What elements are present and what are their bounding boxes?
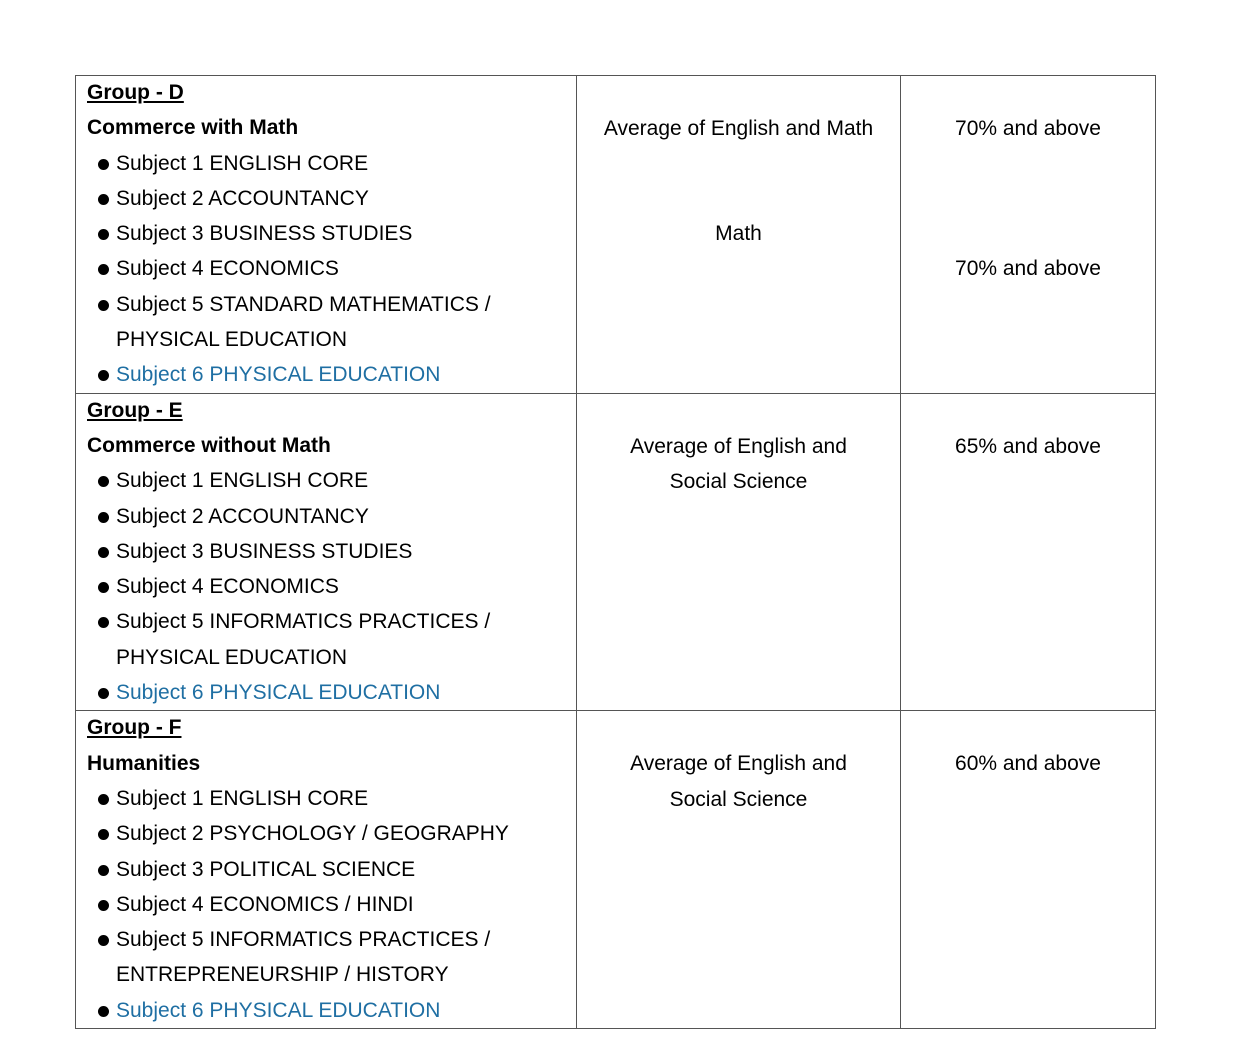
bullet-icon [98, 547, 109, 558]
subject-text-line: Subject 6 PHYSICAL EDUCATION [116, 681, 441, 705]
basis-line: Average of English and [630, 434, 847, 458]
subjects-cell [76, 711, 577, 1029]
subject-item [87, 675, 576, 710]
bullet-icon [98, 582, 109, 593]
bullet-icon [98, 370, 109, 381]
subject-text-line: Subject 2 PSYCHOLOGY / GEOGRAPHY [116, 822, 509, 846]
stream-title: Humanities [87, 751, 201, 775]
subject-item [87, 852, 576, 887]
subject-text-line: Subject 2 ACCOUNTANCY [116, 504, 369, 528]
score-cell [901, 76, 1156, 394]
bullet-icon [98, 300, 109, 311]
bullet-icon [98, 617, 109, 628]
subject-text-line: Subject 6 PHYSICAL EDUCATION [116, 998, 441, 1022]
group-row [76, 76, 1156, 394]
bullet-icon [98, 829, 109, 840]
criterion-score: 60% and above [955, 752, 1101, 776]
basis-line: Average of English and [630, 752, 847, 776]
subject-text-line: Subject 1 ENGLISH CORE [116, 786, 369, 810]
subject-text-line: PHYSICAL EDUCATION [116, 328, 348, 352]
subject-item [87, 499, 576, 534]
subjects-cell [76, 393, 577, 711]
criterion-score: 70% and above [955, 257, 1101, 281]
bullet-icon [98, 935, 109, 946]
score-cell [901, 711, 1156, 1029]
bullet-icon [98, 194, 109, 205]
criterion-basis [577, 746, 900, 817]
criterion-basis [577, 429, 900, 500]
basis-line: Social Science [669, 787, 808, 811]
group-row [76, 711, 1156, 1029]
basis-line: Math [715, 222, 762, 246]
bullet-icon [98, 900, 109, 911]
group-row [76, 393, 1156, 711]
subject-text-line: Subject 1 ENGLISH CORE [116, 151, 369, 175]
subject-item [87, 887, 576, 922]
stream-title: Commerce with Math [87, 116, 299, 140]
group-label: Group - F [87, 716, 182, 740]
subject-text-line: ENTREPRENEURSHIP / HISTORY [116, 963, 449, 987]
subject-text-line: Subject 5 INFORMATICS PRACTICES / [116, 610, 491, 634]
subject-text-line: Subject 3 BUSINESS STUDIES [116, 539, 413, 563]
subject-text-line: Subject 1 ENGLISH CORE [116, 469, 369, 493]
bullet-icon [98, 476, 109, 487]
subject-text-line: Subject 5 INFORMATICS PRACTICES / [116, 928, 491, 952]
subject-text-line: Subject 3 BUSINESS STUDIES [116, 222, 413, 246]
subject-item [87, 993, 576, 1028]
subject-text-line: Subject 3 POLITICAL SCIENCE [116, 857, 416, 881]
subject-item [87, 534, 576, 569]
score-cell [901, 393, 1156, 711]
subject-item [87, 604, 576, 675]
bullet-icon [98, 512, 109, 523]
basis-line: Social Science [669, 469, 808, 493]
subject-item [87, 216, 576, 251]
subject-item [87, 816, 576, 851]
basis-cell [577, 76, 901, 394]
group-label: Group - D [87, 81, 184, 104]
eligibility-table-body [76, 76, 1156, 1029]
eligibility-table [75, 75, 1156, 1029]
criterion-basis [577, 111, 900, 146]
subject-item [87, 181, 576, 216]
criterion-score: 70% and above [955, 117, 1101, 140]
subject-text-line: Subject 2 ACCOUNTANCY [116, 186, 369, 210]
criterion-score: 65% and above [955, 434, 1101, 458]
bullet-icon [98, 688, 109, 699]
basis-cell [577, 711, 901, 1029]
bullet-icon [98, 229, 109, 240]
bullet-icon [98, 794, 109, 805]
subject-text-line: Subject 4 ECONOMICS / HINDI [116, 892, 414, 916]
basis-line: Average of English and Math [603, 117, 874, 140]
bullet-icon [98, 264, 109, 275]
subject-text-line: Subject 5 STANDARD MATHEMATICS / [116, 292, 491, 316]
subject-item [87, 781, 576, 816]
subjects-cell [76, 76, 577, 394]
subject-text-line: Subject 6 PHYSICAL EDUCATION [116, 363, 441, 387]
bullet-icon [98, 865, 109, 876]
subject-item [87, 463, 576, 498]
subject-item [87, 251, 576, 286]
stream-title: Commerce without Math [87, 433, 331, 457]
subject-item [87, 569, 576, 604]
basis-cell [577, 393, 901, 711]
criterion-basis [577, 216, 900, 251]
subject-item [87, 357, 576, 392]
subject-text-line: PHYSICAL EDUCATION [116, 645, 348, 669]
subject-list [87, 463, 576, 710]
subject-item [87, 146, 576, 181]
bullet-icon [98, 159, 109, 170]
subject-text-line: Subject 4 ECONOMICS [116, 575, 339, 599]
subject-list [87, 781, 576, 1028]
bullet-icon [98, 1006, 109, 1017]
subject-text-line: Subject 4 ECONOMICS [116, 257, 339, 281]
subject-item [87, 922, 576, 993]
group-label: Group - E [87, 398, 183, 422]
subject-list [87, 146, 576, 393]
subject-item [87, 287, 576, 358]
